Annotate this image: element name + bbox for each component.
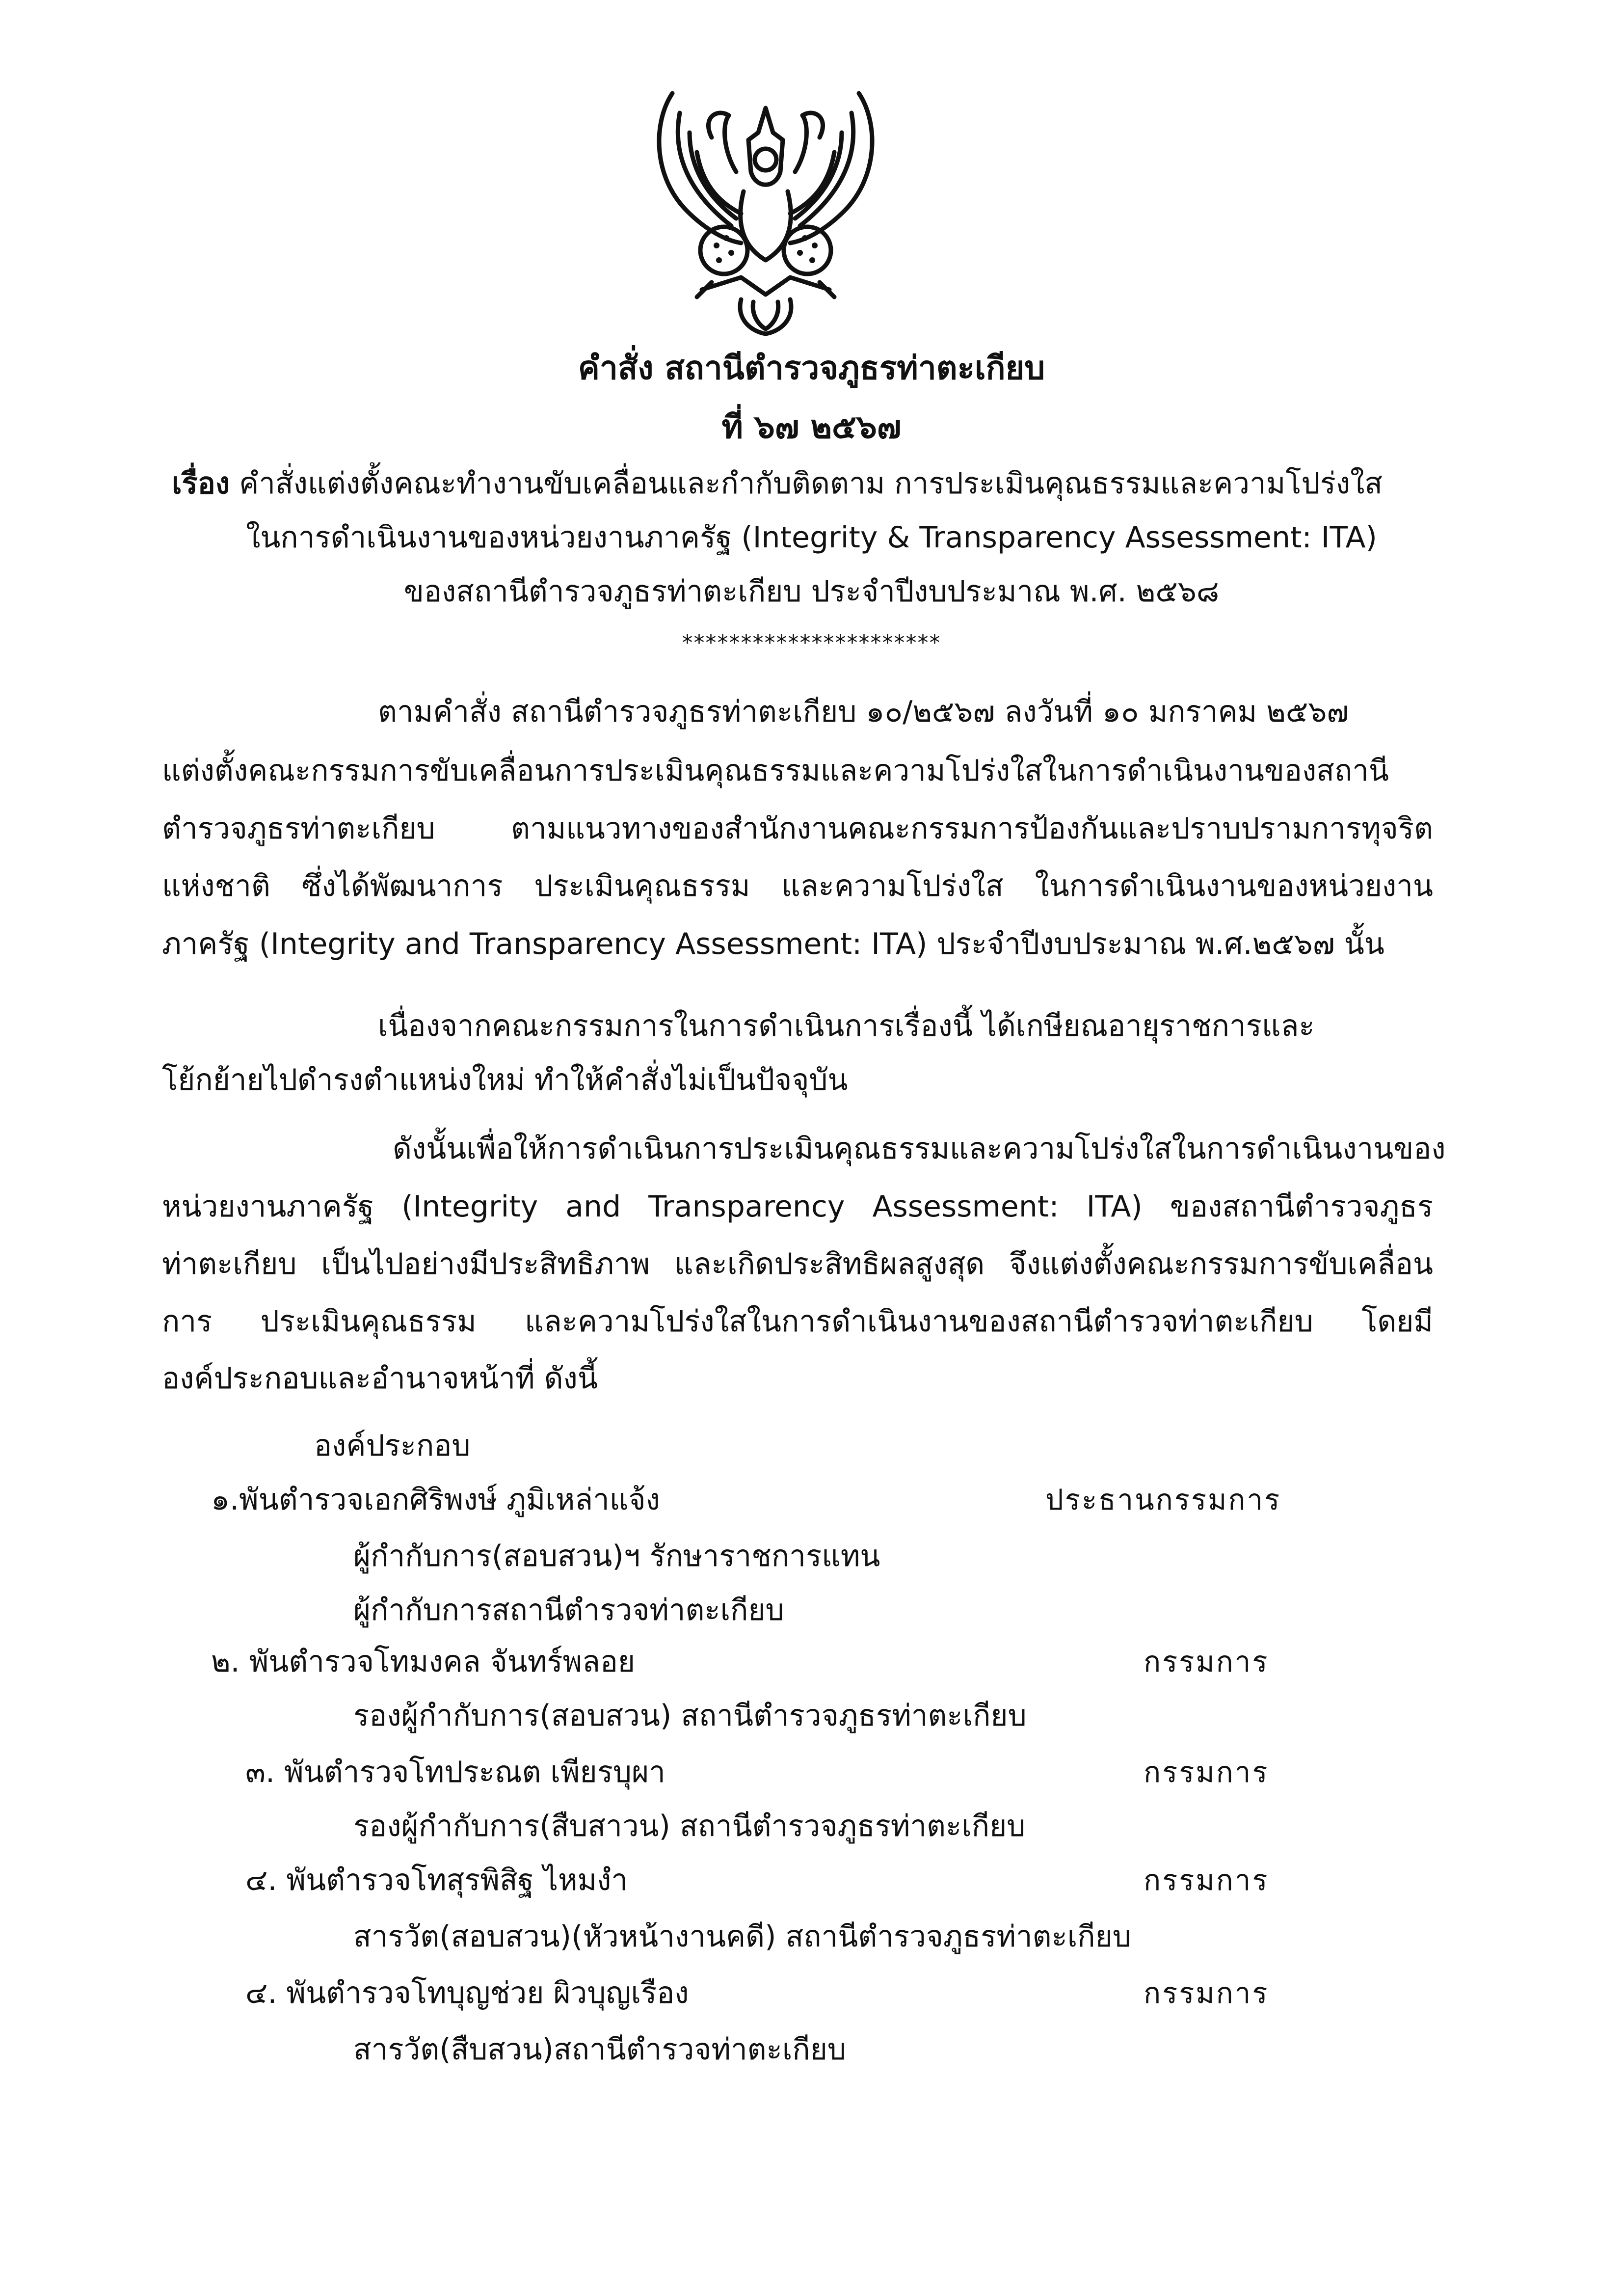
subject-line-1 — [172, 464, 1383, 503]
paragraph-1-line-3: ตำรวจภูธรท่าตะเกียบ ตามแนวทางของสำนักงานคณะกรรมการป้องกันและปราบปรามการทุจริต — [162, 811, 1433, 846]
paragraph-3-line-5: องค์ประกอบและอำนาจหน้าที่ ดังนี้ — [162, 1361, 598, 1396]
paragraph-1-line-4: แห่งชาติ ซึ่งได้พัฒนาการ ประเมินคุณธรรม และความโปร่งใส ในการดำเนินงานของหน่วยงาน — [162, 869, 1433, 903]
paragraph-1-line-2: แต่งตั้งคณะกรรมการขับเคลื่อนการประเมินคุณธรรมและความโปร่งใสในการดำเนินงานของสถานี — [162, 754, 1389, 788]
paragraph-3-line-1: ดังนั้นเพื่อให้การดำเนินการประเมินคุณธรรมและความโปร่งใสในการดำเนินงานของ — [393, 1132, 1446, 1166]
paragraph-2-line-1: เนื่องจากคณะกรรมการในการดำเนินการเรื่องนี้ ได้เกษียณอายุราชการและ — [378, 1009, 1315, 1043]
member-2-name: ๒. พันตำรวจโทมงคล จันทร์พลอย — [211, 1645, 636, 1679]
composition-heading: องค์ประกอบ — [314, 1429, 471, 1463]
subject-line-2: ในการดำเนินงานของหน่วยงานภาครัฐ (Integrity & Transparency Assessment: ITA) — [246, 520, 1377, 555]
garuda-emblem-icon — [643, 79, 888, 339]
member-2-role: กรรมการ — [1144, 1645, 1269, 1678]
member-1-role: ประธานกรรมการ — [1045, 1483, 1281, 1516]
member-4-name: ๔. พันตำรวจโทสุรพิสิฐ ไหมงำ — [245, 1863, 628, 1897]
member-1-name: ๑.พันตำรวจเอกศิริพงษ์ ภูมิเหล่าแจ้ง — [211, 1483, 660, 1517]
paragraph-3-line-4: การ ประเมินคุณธรรม และความโปร่งใสในการดำเนินงานของสถานีตำรวจท่าตะเกียบ โดยมี — [162, 1304, 1433, 1339]
member-3-position-1: รองผู้กำกับการ(สืบสาวน) สถานีตำรวจภูธรท่าตะเกียบ — [353, 1809, 1026, 1843]
paragraph-1-line-1: ตามคำสั่ง สถานีตำรวจภูธรท่าตะเกียบ ๑๐/๒๕๖๗ ลงวันที่ ๑๐ มกราคม ๒๕๖๗ — [378, 695, 1349, 729]
paragraph-1-line-5: ภาครัฐ (Integrity and Transparency Assessment: ITA) ประจำปีงบประมาณ พ.ศ.๒๕๖๗ นั้น — [162, 927, 1384, 961]
member-5-position-1: สารวัต(สืบสวน)สถานีตำรวจท่าตะเกียบ — [353, 2032, 846, 2067]
paragraph-2-line-2: โย้กย้ายไปดำรงตำแหน่งใหม่ ทำให้คำสั่งไม่เป็นปัจจุบัน — [162, 1063, 848, 1097]
subject-text-1: คำสั่งแต่งตั้งคณะทำงานขับเคลื่อนและกำกับติดตาม การประเมินคุณธรรมและความโปร่งใส — [239, 466, 1383, 501]
member-1-position-2: ผู้กำกับการสถานีตำรวจท่าตะเกียบ — [353, 1593, 784, 1627]
member-5-role: กรรมการ — [1144, 1976, 1269, 2010]
order-title: คำสั่ง สถานีตำรวจภูธรท่าตะเกียบ — [578, 349, 1045, 387]
subject-line-3: ของสถานีตำรวจภูธรท่าตะเกียบ ประจำปีงบประมาณ พ.ศ. ๒๕๖๘ — [403, 574, 1220, 609]
member-4-role: กรรมการ — [1144, 1864, 1269, 1897]
paragraph-3-line-3: ท่าตะเกียบ เป็นไปอย่างมีประสิทธิภาพ และเกิดประสิทธิผลสูงสุด จึงแต่งตั้งคณะกรรมการขับเคลื่อน — [162, 1247, 1433, 1281]
subject-label: เรื่อง — [172, 466, 230, 501]
member-3-role: กรรมการ — [1144, 1756, 1269, 1789]
member-5-name: ๔. พันตำรวจโทบุญช่วย ผิวบุญเรือง — [245, 1976, 689, 2010]
member-3-name: ๓. พันตำรวจโทประณต เพียรบุผา — [245, 1755, 665, 1789]
member-2-position-1: รองผู้กำกับการ(สอบสวน) สถานีตำรวจภูธรท่าตะเกียบ — [353, 1699, 1027, 1733]
member-1-position-1: ผู้กำกับการ(สอบสวน)ฯ รักษาราชการแทน — [353, 1539, 880, 1573]
separator-asterisks: ********************** — [682, 630, 941, 655]
member-4-position-1: สารวัต(สอบสวน)(หัวหน้างานคดี) สถานีตำรวจภูธรท่าตะเกียบ — [353, 1919, 1131, 1954]
order-number: ที่ ๖๗ ๒๕๖๗ — [721, 408, 902, 446]
paragraph-3-line-2: หน่วยงานภาครัฐ (Integrity and Transparency Assessment: ITA) ของสถานีตำรวจภูธร — [162, 1189, 1433, 1224]
